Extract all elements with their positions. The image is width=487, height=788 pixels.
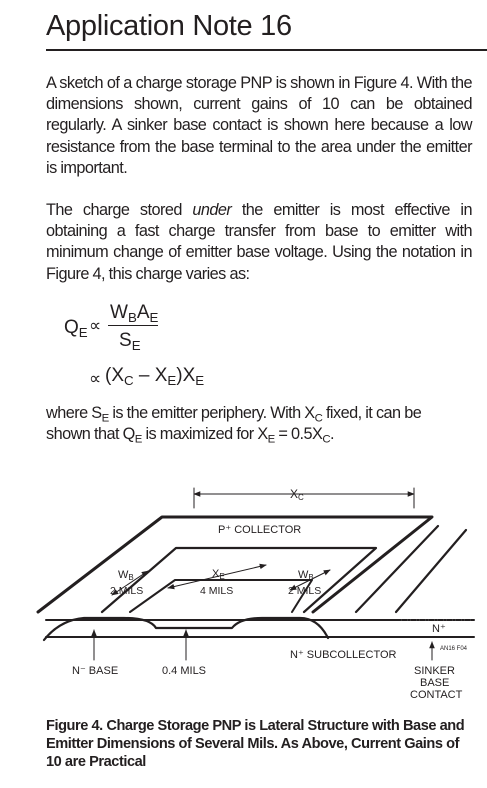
p3-line-1: where $S_E$ is the emitter periphery. With $X_C$ fixed, it can be xyxy=(46,404,422,425)
n-plus-label: N⁺ xyxy=(432,623,446,635)
eq-numerator: $W_BA_E$ xyxy=(110,302,159,325)
caption-line-1: Figure 4. Charge Storage PNP is Lateral Structure with Base and xyxy=(46,718,465,734)
structure-sketch xyxy=(0,470,487,710)
eq-line2-proportional: ∝ xyxy=(89,369,102,388)
figure-4-diagram xyxy=(0,470,487,710)
eq-denominator: $S_E$ xyxy=(119,330,141,353)
header-rule xyxy=(46,49,487,51)
wb-left-label: WB xyxy=(118,569,134,582)
p3-line-2: shown that $Q_E$ is maximized for $X_E = 0.5X_C$. xyxy=(46,425,335,446)
page-title: Application Note 16 xyxy=(46,10,292,42)
figure-caption xyxy=(46,717,472,771)
caption-line-2: Emitter Dimensions of Several Mils. As Above, Current Gains of xyxy=(46,736,459,752)
xc-label: XC xyxy=(290,487,304,502)
xe-label: XE xyxy=(212,568,225,581)
p2-text-start: The charge stored xyxy=(46,201,193,219)
sinker-contact-2 xyxy=(396,530,466,612)
xe-dim: 4 MILS xyxy=(200,585,234,597)
sinker-label-3: CONTACT xyxy=(410,689,463,701)
eq-proportional: ∝ xyxy=(89,316,102,335)
n-base-label: N⁻ BASE xyxy=(72,665,119,677)
eq-line2: $(X_C - X_E)X_E$ xyxy=(105,365,205,388)
caption-line-3: 10 are Practical xyxy=(46,754,146,770)
wb-left-dim: 2 MILS xyxy=(110,585,144,597)
sinker-label-1: SINKER xyxy=(414,665,455,677)
paragraph-periphery xyxy=(46,403,472,445)
figure-code: AN16 F04 xyxy=(440,646,468,652)
collector-label: P⁺ COLLECTOR xyxy=(218,524,302,536)
sinker-label-2: BASE xyxy=(420,677,450,689)
paragraph-charge xyxy=(46,200,472,285)
eq-lhs: $Q_E$ xyxy=(64,317,88,340)
p2-text-end: the emitter is most effective in obtaining a fast charge transfer from base to emitter with minimum change of emitter base voltage. Using the notation in Figure 4, this charge varies as: xyxy=(46,201,472,283)
page-header xyxy=(46,6,487,56)
paragraph-intro: A sketch of a charge storage PNP is shown in Figure 4. With the dimensions shown, current gains of 10 can be obtained regularly. A sinker base contact is shown here because a low resistance from the base terminal to the area under the emitter is important. xyxy=(46,74,472,177)
p2-emphasis: under xyxy=(192,201,232,219)
subcollector-label: N⁺ SUBCOLLECTOR xyxy=(290,649,397,661)
eq-fraction-bar xyxy=(108,325,158,326)
depth-label: 0.4 MILS xyxy=(162,665,207,677)
wb-right-label: WB xyxy=(298,569,314,582)
wb-right-dim: 2 MILS xyxy=(288,585,322,597)
